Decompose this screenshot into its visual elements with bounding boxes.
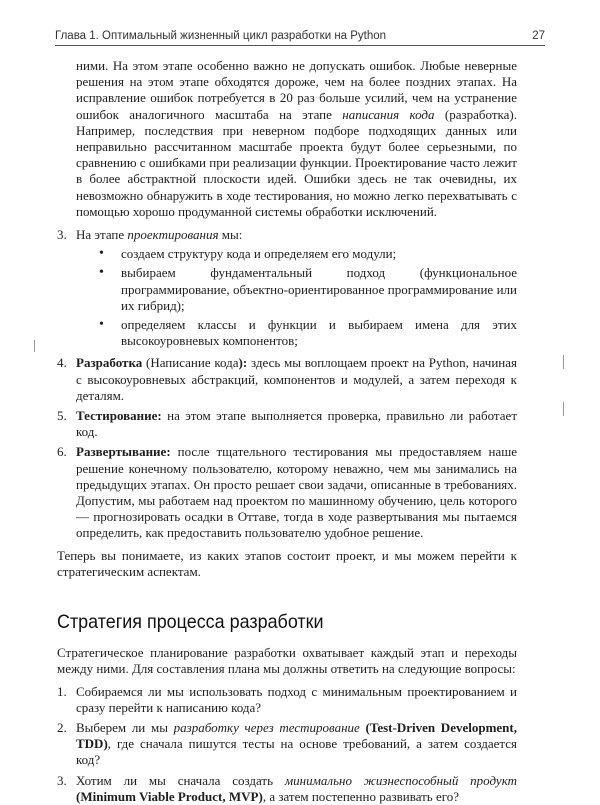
margin-mark	[563, 402, 564, 416]
list-item-design: 3. На этапе проектирования мы: • создаем структуру кода и определяем его модули; • выбираем фундаментальный подход (функциональное программирование, объектно-ориентированное программирование или их гибрид); • определяем классы и функции и выбираем имена для этих высокоуровневых компонентов;	[57, 227, 517, 349]
question-item-2: 2. Выберем ли мы разработку через тестирование (Test-Driven Development, TDD), где сначала пишутся тесты на основе требований, а затем создается код?	[57, 719, 517, 768]
bullet-item: • выбираем фундаментальный подход (функциональное программирование, объектно-ориентированное программирование или их гибрид);	[95, 265, 517, 314]
bullet-glyph: •	[99, 265, 104, 281]
page-body	[57, 58, 517, 805]
question-item-1: 1. Собираемся ли мы использовать подход с минимальным проектированием и сразу перейти к написанию кода?	[57, 683, 517, 715]
section-intro-paragraph: Стратегическое планирование разработки охватывает каждый этап и переходы между ними. Для составления плана мы должны ответить на следующие вопросы:	[57, 645, 517, 677]
list-item-development: 4. Разработка (Написание кода): здесь мы воплощаем проект на Python, начиная с высокоуровневых абстракций, компонентов и модулей, а затем переходя к деталям.	[57, 355, 517, 403]
bullet-glyph: •	[99, 246, 104, 262]
bullet-glyph: •	[99, 317, 104, 333]
section-heading: Стратегия процесса разработки	[57, 611, 324, 634]
chapter-title: Глава 1. Оптимальный жизненный цикл разработки на Python	[55, 30, 387, 42]
list-item-deployment: 6. Развертывание: после тщательного тестирования мы предоставляем наше решение конечному пользователю, которому неважно, чем мы занимались на предыдущих этапах. Он просто решает свои задачи, описанные в требованиях. Допустим, мы работаем над проектом по машинному обучению, цель которого — прогнозировать осадки в Оттаве, тогда в ходе развертывания мы пытаемся определить, как предоставить пользователю удобное решение.	[57, 444, 517, 541]
running-header	[55, 30, 545, 46]
page-number: 27	[532, 30, 545, 42]
list-item-testing: 5. Тестирование: на этом этапе выполняется проверка, правильно ли работает код.	[57, 408, 517, 440]
continuation-paragraph: ними. На этом этапе особенно важно не допускать ошибок. Любые неверные решения на этом этапе обходятся дороже, чем на более поздних этапах. На исправление ошибок потребуется в 20 раз больше усилий, чем на устранение ошибок аналогичного масштаба на этапе написания кода (разработка). Например, последствия при неверном подборе подходящих данных или неправильно рассчитанном масштабе проекта будут более серьезными, по сравнению с ошибками при реализации функции. Проектирование часто лежит в более абстрактной плоскости идей. Ошибки здесь не так очевидны, их невозможно обнаружить в ходе тестирования, но можно легко перехватывать с помощью хорошо продуманной системы обработки исключений.	[76, 58, 517, 219]
bullet-item: • определяем классы и функции и выбираем имена для этих высокоуровневых компонентов;	[95, 317, 517, 349]
design-bullets	[76, 246, 517, 349]
summary-paragraph: Теперь вы понимаете, из каких этапов состоит проект, и мы можем перейти к стратегическим аспектам.	[57, 547, 517, 579]
question-item-3: 3. Хотим ли мы сначала создать минимально жизнеспособный продукт (Minimum Viable Product, MVP), а затем постепенно развивать его?	[57, 772, 517, 804]
margin-mark	[34, 340, 35, 352]
margin-mark	[563, 355, 564, 369]
bullet-item: • создаем структуру кода и определяем его модули;	[95, 246, 517, 262]
